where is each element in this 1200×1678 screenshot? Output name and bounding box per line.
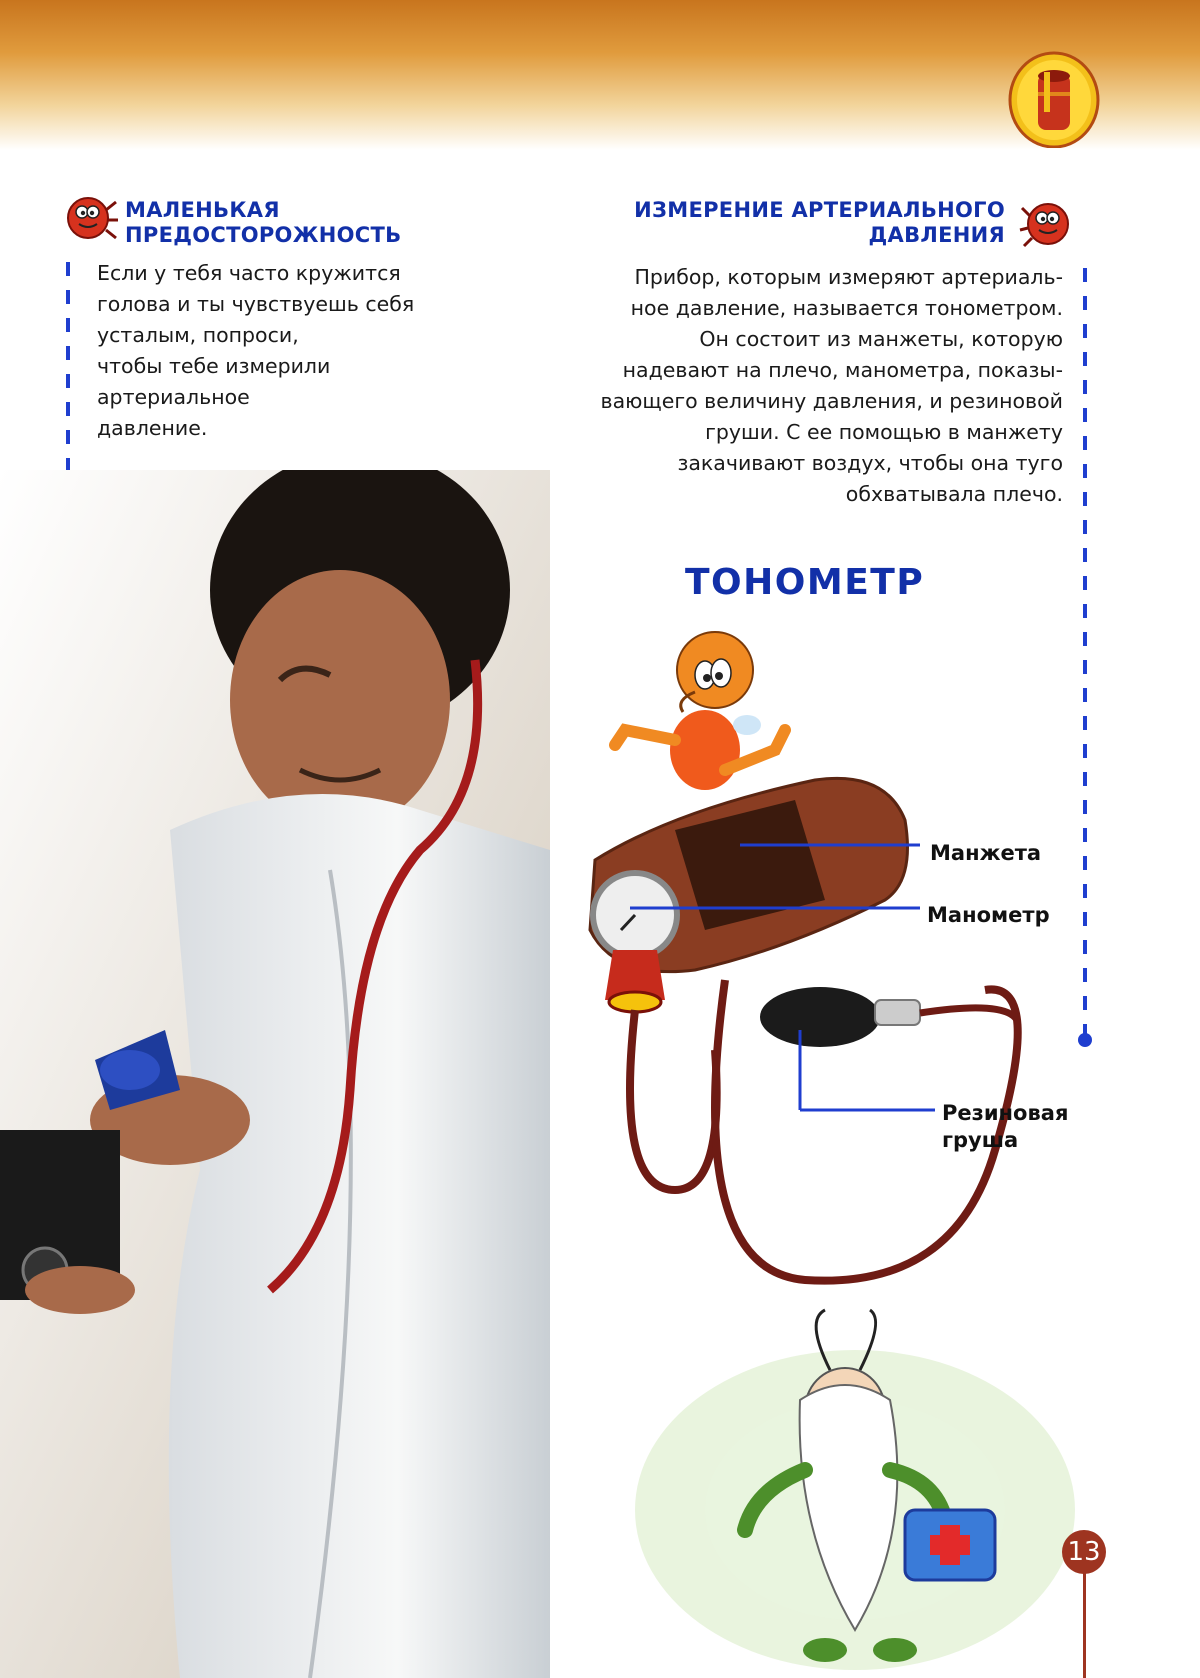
left-paragraph-line: Если у тебя часто кружится bbox=[97, 261, 401, 285]
doctor-photo bbox=[0, 470, 550, 1678]
right-paragraph-line: вающего величину давления, и резиновой bbox=[600, 389, 1063, 413]
left-paragraph bbox=[97, 258, 457, 444]
right-heading-line2: ДАВЛЕНИЯ bbox=[868, 223, 1005, 247]
left-paragraph-line: голова и ты чувствуешь себя bbox=[97, 292, 415, 316]
left-paragraph-line: артериальное bbox=[97, 385, 250, 409]
left-paragraph-line: усталым, попроси, bbox=[97, 323, 299, 347]
label-gauge: Манометр bbox=[927, 903, 1050, 927]
right-heading bbox=[600, 198, 1005, 248]
left-heading-line1: МАЛЕНЬКАЯ bbox=[125, 198, 280, 222]
left-paragraph-line: давление. bbox=[97, 416, 208, 440]
page-number-stem bbox=[1083, 1572, 1086, 1678]
page-number: 13 bbox=[1062, 1530, 1106, 1574]
label-bulb-line2: груша bbox=[942, 1128, 1019, 1152]
right-paragraph bbox=[545, 262, 1063, 510]
label-cuff: Манжета bbox=[930, 841, 1042, 865]
blood-cell-mascot-icon bbox=[62, 190, 120, 248]
left-heading-line2: ПРЕДОСТОРОЖНОСТЬ bbox=[125, 223, 402, 247]
right-heading-line1: ИЗМЕРЕНИЕ АРТЕРИАЛЬНОГО bbox=[634, 198, 1005, 222]
left-paragraph-line: чтобы тебе измерили bbox=[97, 354, 331, 378]
tonometer-illustration bbox=[555, 630, 1175, 1678]
right-paragraph-line: закачивают воздух, чтобы она туго bbox=[677, 451, 1063, 475]
blood-vessel-icon bbox=[1008, 48, 1100, 148]
right-paragraph-line: ное давление, называется тонометром. bbox=[630, 296, 1063, 320]
tonometer-title: ТОНОМЕТР bbox=[685, 562, 925, 603]
right-paragraph-line: надевают на плечо, манометра, показы- bbox=[622, 358, 1063, 382]
right-paragraph-line: обхватывала плечо. bbox=[845, 482, 1063, 506]
left-heading bbox=[125, 198, 401, 248]
blood-cell-mascot-icon bbox=[1018, 196, 1076, 254]
right-paragraph-line: груши. С ее помощью в манжету bbox=[705, 420, 1063, 444]
label-bulb bbox=[942, 1100, 1068, 1154]
label-bulb-line1: Резиновая bbox=[942, 1101, 1069, 1125]
right-paragraph-line: Прибор, которым измеряют артериаль- bbox=[634, 265, 1063, 289]
right-paragraph-line: Он состоит из манжеты, которую bbox=[699, 327, 1063, 351]
